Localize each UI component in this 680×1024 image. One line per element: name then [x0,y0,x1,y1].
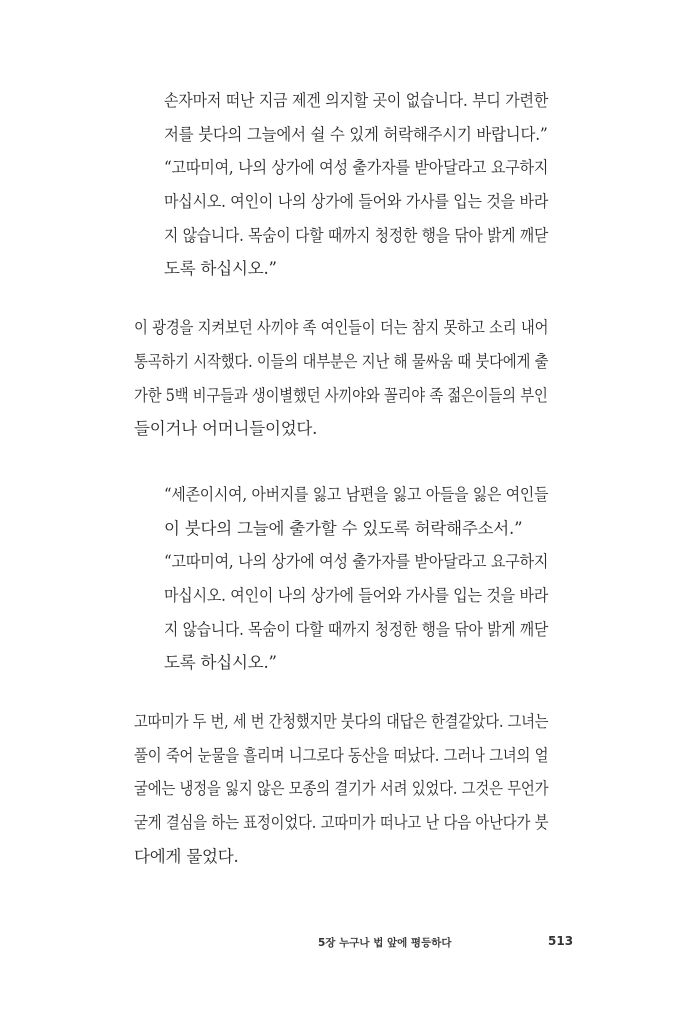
text-line: 들이거나 어머니들이었다. [134,419,318,438]
text-line: 손자마저 떠난 지금 제겐 의지할 곳이 없습니다. 부디 가련한 [164,91,549,110]
text-line: 도록 하십시오.” [164,259,277,278]
text-line: 고따미가 두 번, 세 번 간청했지만 붓다의 대답은 한결같았다. 그녀는 [134,712,549,731]
text-line: 다에게 물었다. [134,847,239,866]
page-number: 513 [548,934,574,948]
text-line: 마십시오. 여인이 나의 상가에 들어와 가사를 입는 것을 바라 [164,586,549,605]
text-line: 통곡하기 시작했다. 이들의 대부분은 지난 해 물싸움 때 붓다에게 출 [134,352,549,371]
text-line: 풀이 죽어 눈물을 흘리며 니그로다 동산을 떠났다. 그러나 그녀의 얼 [134,746,549,765]
chapter-title: 5장 누구나 법 앞에 평등하다 [318,937,452,949]
text-line: 가한 5백 비구들과 생이별했던 사끼야와 꼴리야 족 젊은이들의 부인 [134,386,548,405]
text-line: 굳게 결심을 하는 표정이었다. 고따미가 떠나고 난 다음 아난다가 붓 [134,813,549,832]
text-line: “고따미여, 나의 상가에 여성 출가자를 받아달라고 요구하지 [164,158,549,177]
text-line: 굴에는 냉정을 잃지 않은 모종의 결기가 서려 있었다. 그것은 무언가 [134,779,549,798]
text-line: 저를 붓다의 그늘에서 쉴 수 있게 허락해주시기 바랍니다.” [164,125,548,144]
text-line: 이 붓다의 그늘에 출가할 수 있도록 허락해주소서.” [164,519,523,538]
text-line: “세존이시여, 아버지를 잃고 남편을 잃고 아들을 잃은 여인들 [164,485,549,504]
text-line: 이 광경을 지켜보던 사끼야 족 여인들이 더는 참지 못하고 소리 내어 [134,318,549,337]
text-line: 지 않습니다. 목숨이 다할 때까지 청정한 행을 닦아 밝게 깨닫 [164,226,549,245]
text-line: “고따미여, 나의 상가에 여성 출가자를 받아달라고 요구하지 [164,552,549,571]
text-line: 마십시오. 여인이 나의 상가에 들어와 가사를 입는 것을 바라 [164,192,549,211]
text-line: 도록 하십시오.” [164,653,277,672]
text-line: 지 않습니다. 목숨이 다할 때까지 청정한 행을 닦아 밝게 깨닫 [164,620,549,639]
page-footer [0,935,680,955]
